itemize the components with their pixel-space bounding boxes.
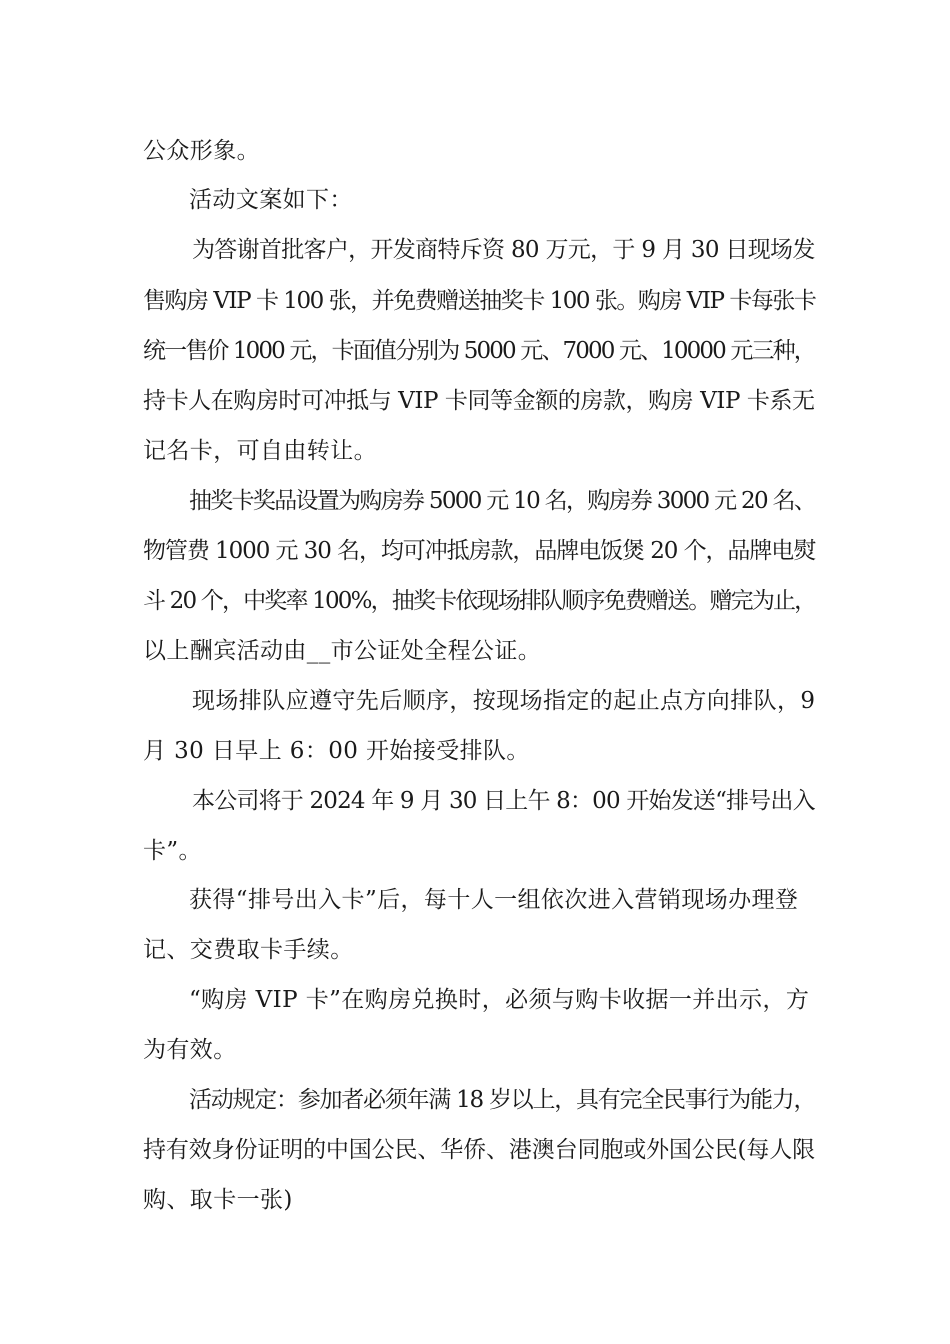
text-line-6: 持卡人在购房时可冲抵与 VIP 卡同等金额的房款，购房 VIP 卡系无	[143, 388, 815, 414]
text-line-15: 卡”。	[143, 838, 202, 864]
text-line-12: 现场排队应遵守先后顺序，按现场指定的起止点方向排队，9	[192, 688, 816, 714]
text-line-5: 统一售价 1000 元，卡面值分别为 5000 元、7000 元、10000 元三种，	[143, 338, 815, 364]
text-line-17: 记、交费取卡手续。	[143, 937, 354, 963]
text-line-10: 斗 20 个，中奖率 100%，抽奖卡依现场排队顺序免费赠送。赠完为止，	[143, 588, 816, 614]
text-line-13: 月 30 日早上 6：00 开始接受排队。	[143, 738, 530, 764]
text-line-14: 本公司将于 2024 年 9 月 30 日上午 8：00 开始发送“排号出入	[192, 788, 815, 814]
text-line-9: 物管费 1000 元 30 名，均可冲抵房款，品牌电饭煲 20 个，品牌电熨	[143, 538, 816, 564]
text-line-20: 活动规定：参加者必须年满 18 岁以上，具有完全民事行为能力，	[189, 1087, 816, 1113]
text-line-7: 记名卡，可自由转让。	[143, 438, 377, 464]
text-line-16: 获得“排号出入卡”后，每十人一组依次进入营销现场办理登	[189, 887, 799, 913]
text-line-1: 公众形象。	[143, 138, 260, 164]
text-line-3: 为答谢首批客户，开发商特斥资 80 万元，于 9 月 30 日现场发	[192, 237, 815, 263]
text-line-8: 抽奖卡奖品设置为购房券 5000 元 10 名，购房券 3000 元 20 名、	[189, 488, 816, 514]
text-line-4: 售购房 VIP 卡 100 张，并免费赠送抽奖卡 100 张。购房 VIP 卡每张卡	[143, 288, 816, 314]
text-line-22: 购、取卡一张)	[143, 1187, 293, 1213]
text-line-2: 活动文案如下：	[189, 187, 353, 213]
text-line-18: “购房 VIP 卡”在购房兑换时，必须与购卡收据一并出示，方	[189, 987, 810, 1013]
text-line-19: 为有效。	[143, 1037, 237, 1063]
text-line-21: 持有效身份证明的中国公民、华侨、港澳台同胞或外国公民(每人限	[143, 1137, 815, 1163]
text-line-11: 以上酬宾活动由__市公证处全程公证。	[143, 638, 542, 664]
